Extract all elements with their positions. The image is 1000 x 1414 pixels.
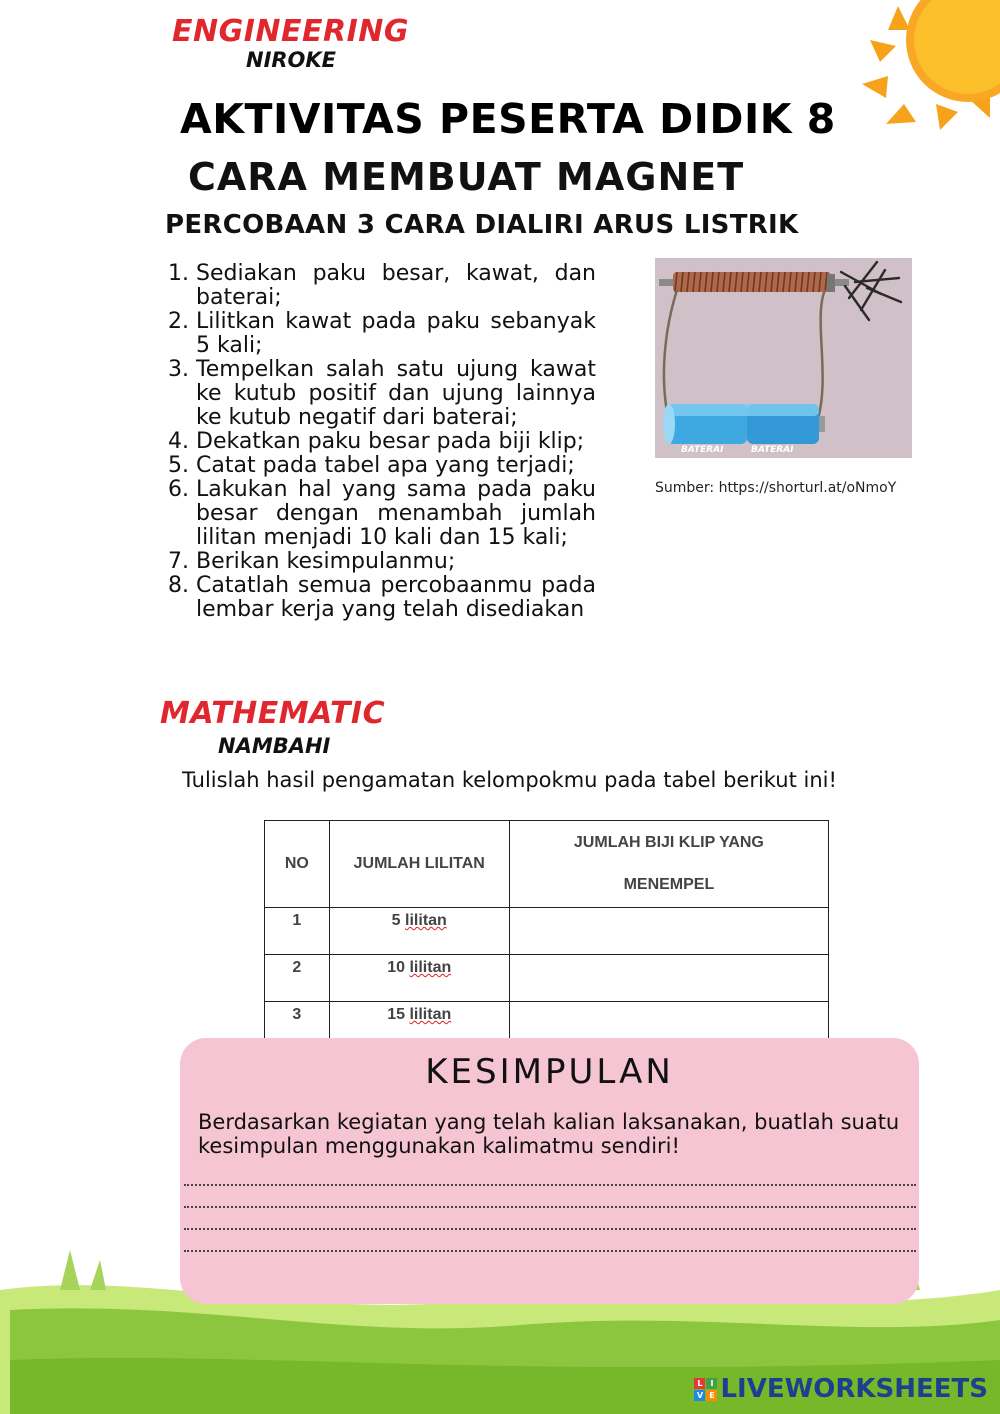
mathematic-subheading: NAMBAHI (218, 734, 331, 758)
activity-title: AKTIVITAS PESERTA DIDIK 8 (180, 95, 836, 143)
step-text: Berikan kesimpulanmu; (196, 549, 456, 574)
answer-line[interactable] (184, 1206, 916, 1208)
step-item (168, 310, 596, 358)
liveworksheets-logo (694, 1374, 988, 1404)
lilitan-count: 5 (391, 912, 401, 929)
battery-label: BATERAI (681, 445, 724, 455)
step-number: 2. (168, 309, 189, 334)
answer-line[interactable] (184, 1250, 916, 1252)
step-number: 7. (168, 549, 189, 574)
mathematic-heading: MATHEMATIC (160, 696, 386, 731)
table-row (265, 908, 829, 955)
step-number: 3. (168, 357, 189, 382)
procedure-steps (168, 262, 596, 622)
logo-tile: L (694, 1378, 705, 1389)
conclusion-box (180, 1038, 919, 1304)
step-text: Tempelkan salah satu ujung kawat ke kutub positif dan ujung lainnya ke kutub negatif dari baterai; (196, 357, 596, 430)
conclusion-title: KESIMPULAN (425, 1052, 674, 1092)
step-item (168, 430, 596, 454)
electromagnet-illustration (655, 258, 912, 458)
lilitan-count: 10 (387, 959, 406, 976)
experiment-title: PERCOBAAN 3 CARA DIALIRI ARUS LISTRIK (165, 210, 799, 240)
step-item (168, 454, 596, 478)
step-item (168, 358, 596, 430)
logo-tile: E (706, 1390, 717, 1401)
lilitan-count: 15 (387, 1006, 406, 1023)
engineering-subheading: NIROKE (246, 48, 337, 72)
logo-tile: I (706, 1378, 717, 1389)
conclusion-prompt: Berdasarkan kegiatan yang telah kalian laksanakan, buatlah suatu kesimpulan menggunakan kalimatmu sendiri! (198, 1110, 900, 1158)
cell-clips-input[interactable] (509, 908, 828, 955)
cell-no: 1 (265, 908, 330, 955)
step-number: 4. (168, 429, 189, 454)
step-item (168, 478, 596, 550)
observation-table (264, 820, 829, 1049)
step-item (168, 550, 596, 574)
step-number: 6. (168, 477, 189, 502)
step-text: Lilitkan kawat pada paku sebanyak 5 kali; (196, 309, 596, 358)
sun-decoration (840, 0, 1000, 140)
logo-tile: V (694, 1390, 705, 1401)
answer-line[interactable] (184, 1184, 916, 1186)
clips-header-line2: MENEMPEL (623, 876, 715, 893)
step-item (168, 574, 596, 622)
step-text: Catat pada tabel apa yang terjadi; (196, 453, 575, 478)
lilitan-unit: lilitan (409, 959, 452, 976)
lilitan-unit: lilitan (409, 1006, 452, 1023)
table-row (265, 955, 829, 1002)
column-header-clips (509, 821, 828, 908)
step-text: Catatlah semua percobaanmu pada lembar kerja yang telah disediakan (196, 573, 596, 622)
logo-text: LIVEWORKSHEETS (720, 1374, 988, 1404)
cell-no: 2 (265, 955, 330, 1002)
answer-line[interactable] (184, 1228, 916, 1230)
step-number: 1. (168, 261, 189, 286)
step-item (168, 262, 596, 310)
step-text: Sediakan paku besar, kawat, dan baterai; (196, 261, 596, 310)
clips-header-line1: JUMLAH BIJI KLIP YANG (573, 834, 764, 851)
step-number: 8. (168, 573, 189, 598)
column-header-no: NO (265, 821, 330, 908)
step-text: Lakukan hal yang sama pada paku besar dengan menambah jumlah lilitan menjadi 10 kali dan 15 kali; (196, 477, 596, 550)
engineering-heading: ENGINEERING (172, 14, 409, 49)
lilitan-unit: lilitan (405, 912, 447, 929)
step-text: Dekatkan paku besar pada biji klip; (196, 429, 585, 454)
cell-no: 3 (265, 1002, 330, 1049)
table-instruction: Tulislah hasil pengamatan kelompokmu pada tabel berikut ini! (182, 768, 837, 792)
cell-lilitan (329, 908, 509, 955)
cell-clips-input[interactable] (509, 955, 828, 1002)
image-source-caption: Sumber: https://shorturl.at/oNmoY (655, 480, 897, 496)
table-header-row (265, 821, 829, 908)
column-header-lilitan: JUMLAH LILITAN (329, 821, 509, 908)
cell-lilitan (329, 955, 509, 1002)
step-number: 5. (168, 453, 189, 478)
topic-title: CARA MEMBUAT MAGNET (188, 155, 745, 199)
logo-mark-icon (694, 1378, 717, 1401)
battery-label: BATERAI (751, 445, 794, 455)
